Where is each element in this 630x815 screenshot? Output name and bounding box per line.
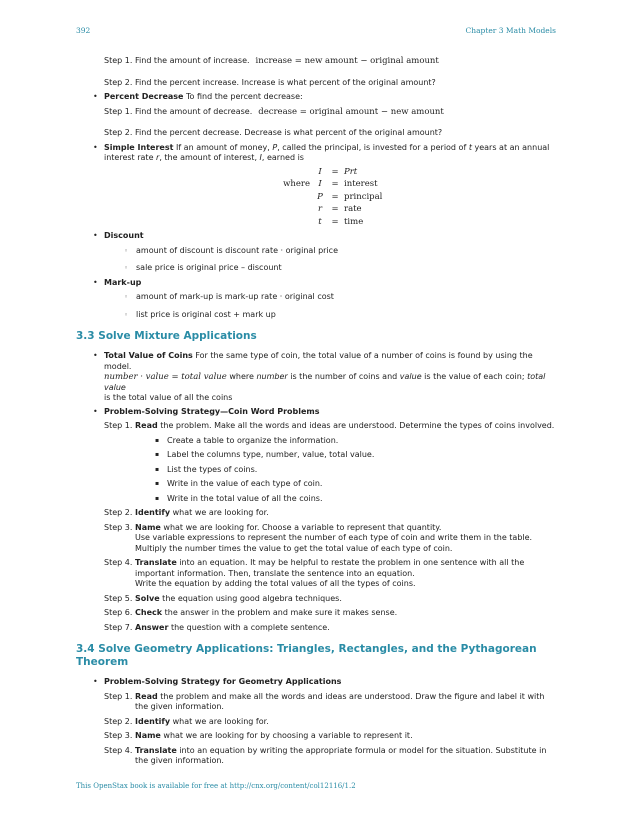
coin-substep: ▪ Write in the total value of all the coins. [76,494,558,505]
markup-subitem: ◦ amount of mark-up is mark-up rate · original cost [76,292,558,303]
markup-item: • Mark-up [76,278,558,289]
decrease-formula: decrease = original amount − new amount [258,106,444,117]
coin-substep: ▪ Create a table to organize the information. [76,436,558,447]
decrease-step-2: Step 2. Find the percent decrease. Decrease is what percent of the original amount? [104,128,443,137]
discount-item: • Discount [76,231,558,242]
geometry-step-1: Step 1. Read the problem and make all the words and ideas are understood. Draw the figure and label it with the given information. [104,691,545,711]
increase-step-1: Step 1. Find the amount of increase. increase = new amount − original amount [104,56,439,66]
section-heading-3-3: 3.3 Solve Mixture Applications [76,330,257,342]
increase-formula: increase = new amount − original amount [255,56,439,66]
interest-formula-block: I = Prt where I = interest P = principal r = rate t = time [283,166,383,227]
coin-strategy-item: • Problem-Solving Strategy—Coin Word Problems [76,407,558,418]
coin-substep: ▪ List the types of coins. [76,465,558,476]
discount-subitem: ◦ amount of discount is discount rate · original price [76,246,558,257]
coin-step-1: Step 1. Read the problem. Make all the words and ideas are understood. Determine the types of coins involved. [104,421,555,430]
coin-step-3: Step 3. Name what we are looking for. Choose a variable to represent that quantity. Use variable expressions to represent the number of each type of coin and write them in the table. Multiply the number times the value to get the total value of each type of coin. [104,522,533,553]
simple-interest-item: • Simple Interest If an amount of money, P, called the principal, is invested for a period of t years at an annual interest rate r, the amount of interest, I, earned is [76,143,558,164]
geometry-step-2: Step 2. Identify what we are looking for. [104,716,269,726]
coin-step-5: Step 5. Solve the equation using good algebra techniques. [104,593,342,603]
coin-step-2: Step 2. Identify what we are looking for. [104,508,269,517]
discount-subitem: ◦ sale price is original price – discount [76,263,558,274]
coin-step-6: Step 6. Check the answer in the problem and make sure it makes sense. [104,608,398,617]
coin-step-4: Step 4. Translate into an equation. It may be helpful to restate the problem in one sentence with all the important information. Then, translate the sentence into an equation. Write the equation by adding the total values of all the types of coins. [104,558,525,588]
page-number: 392 [76,26,91,35]
section-heading-3-4: 3.4 Solve Geometry Applications: Triangles, Rectangles, and the Pythagorean Theorem [76,643,537,668]
percent-decrease-item: • Percent Decrease To find the percent decrease: [76,92,558,103]
chapter-title: Chapter 3 Math Models [465,26,556,35]
geometry-step-4: Step 4. Translate into an equation by writing the appropriate formula or model for the situation. Substitute in the given information. [104,745,547,765]
coin-step-7: Step 7. Answer the question with a complete sentence. [104,622,330,632]
markup-subitem: ◦ list price is original cost + mark up [76,310,558,321]
coin-substep: ▪ Write in the value of each type of coin. [76,479,558,490]
coin-substep: ▪ Label the columns type, number, value, total value. [76,450,558,461]
total-value-item: • Total Value of Coins For the same type of coin, the total value of a number of coins is found by using the model. number · value = total value where number is the number of coins and value is the value of each coin; total value is the total value of all the coins [76,351,558,404]
footer-text: This OpenStax book is available for free at http://cnx.org/content/col12116/1.2 [76,782,356,790]
geometry-strategy-item: • Problem-Solving Strategy for Geometry Applications [76,677,558,688]
decrease-step-1: Step 1. Find the amount of decrease. decrease = original amount − new amount [104,106,444,117]
geometry-step-3: Step 3. Name what we are looking for by choosing a variable to represent it. [104,731,413,740]
coin-model-formula: number · value = total value [104,372,227,382]
page-content [76,56,558,767]
increase-step-2: Step 2. Find the percent increase. Increase is what percent of the original amount? [104,77,436,87]
